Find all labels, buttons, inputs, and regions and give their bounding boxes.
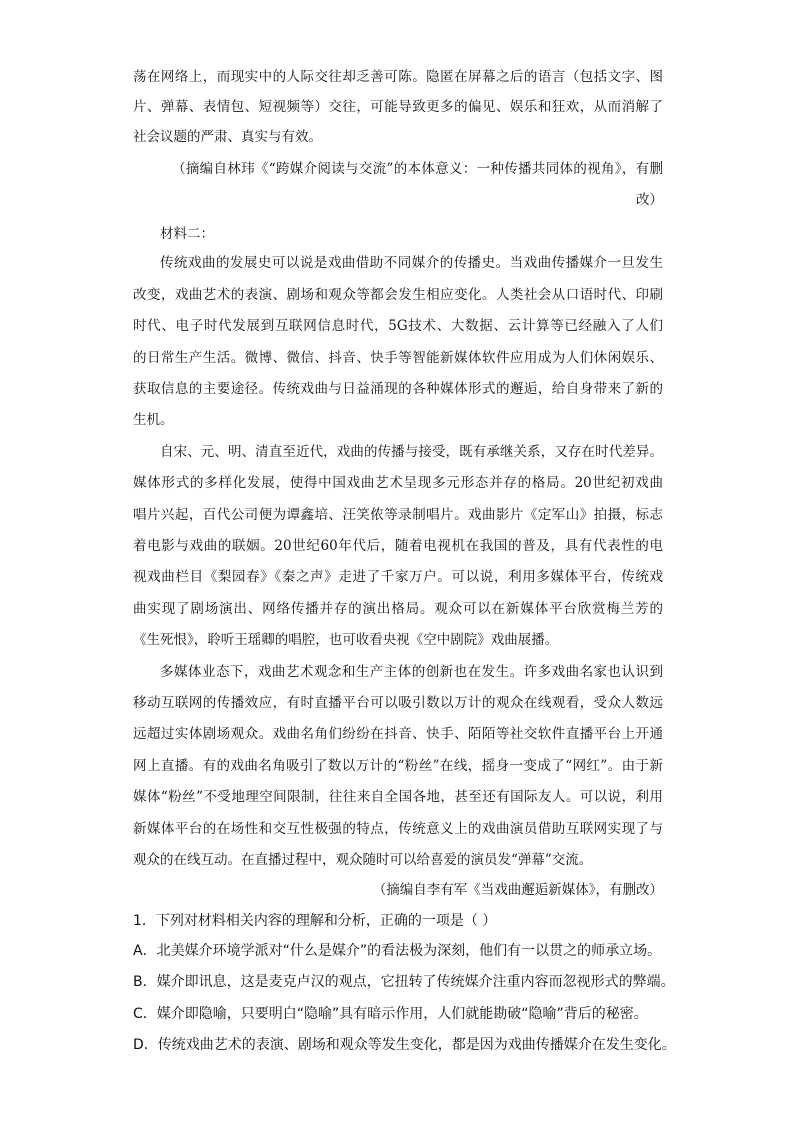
text-line: 多媒体业态下，戏曲艺术观念和生产主体的创新也在发生。许多戏曲名家也认识到 [160, 664, 663, 680]
text-line: 新媒体平台的在场性和交互性极强的特点，传统意义上的戏曲演员借助互联网实现了与 [133, 821, 663, 837]
text-line: 着电影与戏曲的联姻。20世纪60年代后，随着电视机在我国的普及，具有代表性的电 [133, 538, 663, 554]
source-citation: （摘编自李有军《当戏曲邂逅新媒体》，有删改） [372, 882, 663, 898]
source-citation-cont: 改） [636, 192, 663, 208]
source-citation: （摘编自林玮《“跨媒介阅读与交流”的本体意义：一种传播共同体的视角》，有删 [172, 161, 663, 177]
text-line: 自宋、元、明、清直至近代，戏曲的传播与接受，既有承继关系，又存在时代差异。 [160, 444, 663, 460]
text-line: 获取信息的主要途径。传统戏曲与日益涌现的各种媒体形式的邂逅，给自身带来了新的 [133, 381, 663, 397]
text-line: 移动互联网的传播效应，有时直播平台可以吸引数以万计的观众在线观看，受众人数远 [133, 695, 663, 711]
text-line: 时代、电子时代发展到互联网信息时代，5G技术、大数据、云计算等已经融入了人们 [133, 318, 663, 334]
text-line: 观众的在线互动。在直播过程中，观众随时可以给喜爱的演员发“弹幕”交流。 [133, 852, 593, 868]
text-line: 视戏曲栏目《梨园春》《秦之声》走进了千家万户。可以说，利用多媒体平台，传统戏 [133, 569, 663, 585]
option-b[interactable]: B．媒介即讯息，这是麦克卢汉的观点，它扭转了传统媒介注重内容而忽视形式的弊端。 [133, 974, 675, 990]
text-line: 远超过实体剧场观众。戏曲名角们纷纷在抖音、快手、陌陌等社交软件直播平台上开通 [133, 726, 663, 742]
text-line: 网上直播。有的戏曲名角吸引了数以万计的“粉丝”在线，摇身一变成了“网红”。由于新 [133, 758, 663, 774]
option-a[interactable]: A．北美媒介环境学派对“什么是媒介”的看法极为深刻，他们有一以贯之的师承立场。 [133, 943, 662, 959]
text-line: 《生死恨》，聆听王瑶卿的唱腔，也可收看央视《空中剧院》戏曲展播。 [133, 632, 559, 648]
text-line: 传统戏曲的发展史可以说是戏曲借助不同媒介的传播史。当戏曲传播媒介一旦发生 [160, 255, 663, 271]
text-line: 媒体形式的多样化发展，使得中国戏曲艺术呈现多元形态并存的格局。20世纪初戏曲 [133, 475, 663, 491]
text-line: 片、弹幕、表情包、短视频等）交往，可能导致更多的偏见、娱乐和狂欢，从而消解了 [133, 99, 663, 115]
question-stem: 1．下列对材料相关内容的理解和分析，正确的一项是（ ） [133, 913, 497, 929]
text-line: 改变，戏曲艺术的表演、剧场和观众等都会发生相应变化。人类社会从口语时代、印刷 [133, 287, 663, 303]
text-line: 媒体“粉丝”不受地理空间限制，往往来自全国各地，甚至还有国际友人。可以说，利用 [133, 789, 663, 805]
text-line: 的日常生产生活。微博、微信、抖音、快手等智能新媒体软件应用成为人们休闲娱乐、 [133, 350, 663, 366]
text-line: 社会议题的严肃、真实与有效。 [133, 129, 322, 145]
text-line: 唱片兴起，百代公司便为谭鑫培、汪笑侬等录制唱片。戏曲影片《定军山》拍摄，标志 [133, 507, 663, 523]
option-d[interactable]: D．传统戏曲艺术的表演、剧场和观众等发生变化，都是因为戏曲传播媒介在发生变化。 [133, 1037, 676, 1053]
text-line: 荡在网络上，而现实中的人际交往却乏善可陈。隐匿在屏幕之后的语言（包括文字、图 [133, 69, 663, 85]
text-line: 生机。 [133, 412, 174, 428]
option-c[interactable]: C．媒介即隐喻，只要明白“隐喻”具有暗示作用，人们就能勘破“隐喻”背后的秘密。 [133, 1006, 648, 1022]
text-line: 曲实现了剧场演出、网络传播并存的演出格局。观众可以在新媒体平台欣赏梅兰芳的 [133, 601, 663, 617]
section-heading: 材料二： [160, 226, 214, 242]
